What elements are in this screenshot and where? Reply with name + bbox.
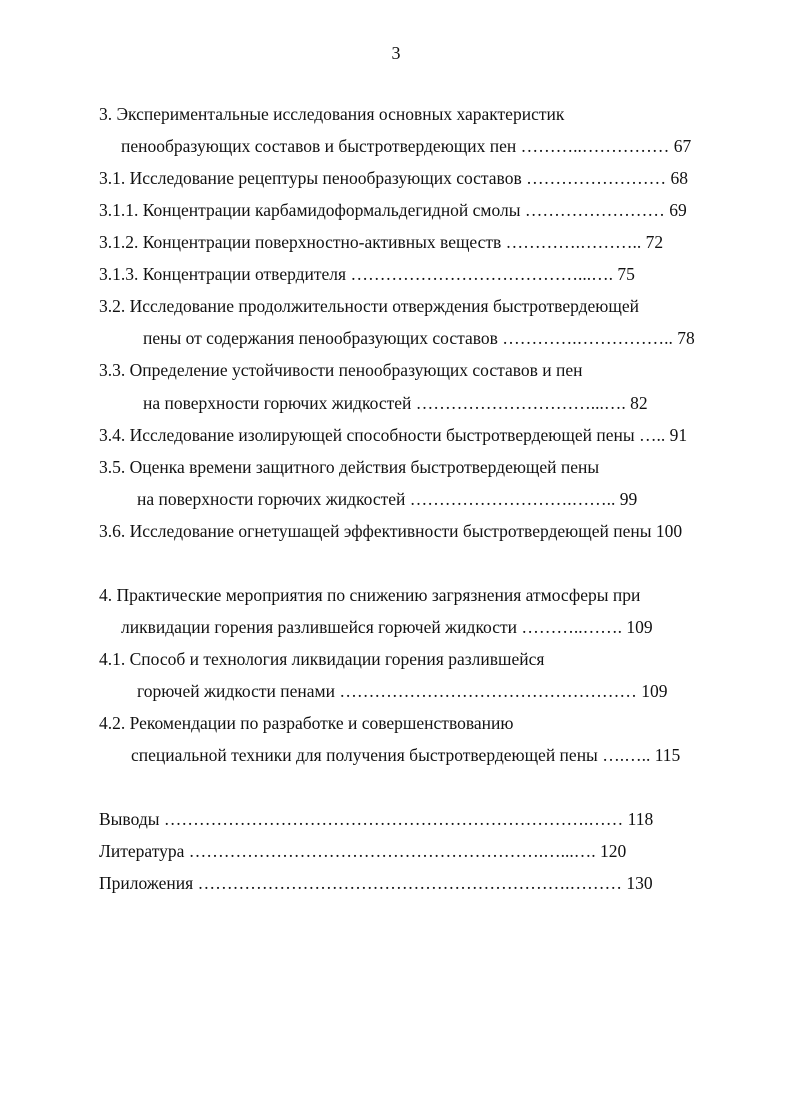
toc-line-3-1-2: 3.1.2. Концентрации поверхностно-активных веществ ………….……….. 72 bbox=[99, 232, 664, 252]
toc-line-3-4: 3.4. Исследование изолирующей способности быстротвердеющей пены ….. 91 bbox=[99, 425, 688, 445]
toc-line-3-cont: пенообразующих составов и быстротвердеющих пен ………..…………… 67 bbox=[121, 136, 692, 156]
toc-line-3-1-3: 3.1.3. Концентрации отвердителя …………………………………...…. 75 bbox=[99, 264, 635, 284]
toc-line-appendices: Приложения ……………………………………………………….……… 130 bbox=[99, 873, 653, 893]
toc-line-3: 3. Экспериментальные исследования основных характеристик bbox=[99, 104, 565, 124]
toc-line-4-cont: ликвидации горения разлившейся горючей жидкости ………..……. 109 bbox=[121, 617, 653, 637]
toc-line-3-3-cont: на поверхности горючих жидкостей …………………………...…. 82 bbox=[143, 393, 648, 413]
toc-line-3-1-1: 3.1.1. Концентрации карбамидоформальдегидной смолы …………………… 69 bbox=[99, 200, 687, 220]
toc-line-3-2-cont: пены от содержания пенообразующих составов ………….…………….. 78 bbox=[143, 328, 695, 348]
page-number: 3 bbox=[391, 43, 401, 63]
toc-line-3-1: 3.1. Исследование рецептуры пенообразующих составов …………………… 68 bbox=[99, 168, 688, 188]
toc-line-3-6: 3.6. Исследование огнетушащей эффективности быстротвердеющей пены 100 bbox=[99, 521, 683, 541]
toc-line-conclusions: Выводы ……………………………………………………………….…… 118 bbox=[99, 809, 654, 829]
toc-line-3-5: 3.5. Оценка времени защитного действия быстротвердеющей пены bbox=[99, 457, 600, 477]
toc-line-4-1: 4.1. Способ и технология ликвидации горения разлившейся bbox=[99, 649, 545, 669]
toc-line-3-3: 3.3. Определение устойчивости пенообразующих составов и пен bbox=[99, 360, 583, 380]
toc-line-4-2: 4.2. Рекомендации по разработке и совершенствованию bbox=[99, 713, 514, 733]
toc-line-3-5-cont: на поверхности горючих жидкостей ……………………….…….. 99 bbox=[137, 489, 638, 509]
toc-line-4-1-cont: горючей жидкости пенами …………………………………………… 109 bbox=[137, 681, 668, 701]
toc-line-3-2: 3.2. Исследование продолжительности отверждения быстротвердеющей bbox=[99, 296, 639, 316]
toc-line-literature: Литература …………………………………………………….…...…. 120 bbox=[99, 841, 627, 861]
toc-line-4: 4. Практические мероприятия по снижению загрязнения атмосферы при bbox=[99, 585, 641, 605]
toc-line-4-2-cont: специальной техники для получения быстротвердеющей пены ….….. 115 bbox=[131, 745, 681, 765]
